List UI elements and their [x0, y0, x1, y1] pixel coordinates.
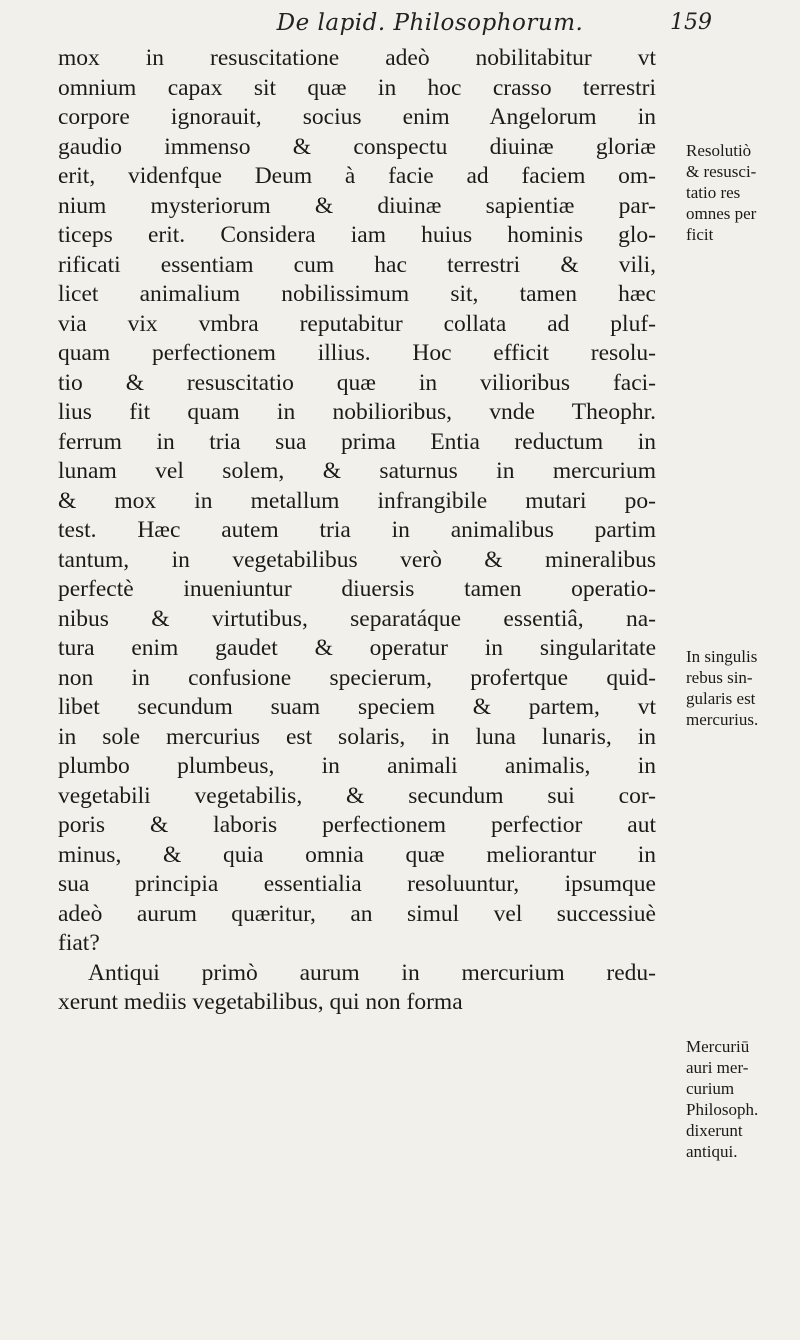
text-line: non in confusione specierum, profertque quid- [58, 664, 656, 691]
text-line: nibus & virtutibus, separatáque essentiâ, na- [58, 605, 656, 632]
margin-note-line: curium [686, 1079, 735, 1098]
text-line: in sole mercurius est solaris, in luna lunaris, in [58, 723, 656, 750]
text-line: Antiqui primò aurum in mercurium redu- [88, 959, 656, 986]
text-line: sua principia essentialia resoluuntur, ipsumque [58, 871, 656, 897]
text-line: mox in resuscitatione adeò nobilitabitur vt [58, 45, 656, 71]
text-line: vegetabili vegetabilis, & secundum sui cor- [58, 782, 656, 809]
text-line: poris & laboris perfectionem perfectior aut [58, 812, 656, 838]
margin-note-line: Philosoph. [686, 1100, 759, 1119]
text-line: gaudio immenso & conspectu diuinæ gloriæ [58, 133, 656, 160]
margin-note-line: rebus sin- [686, 668, 753, 687]
text-line: via vix vmbra reputabitur collata ad pluf- [58, 310, 656, 337]
page-number: 159 [670, 10, 712, 35]
text-line: xerunt mediis vegetabilibus, qui non forma [58, 989, 463, 1015]
margin-note-singularis [686, 646, 758, 730]
text-line: & mox in metallum infrangibile mutari po- [58, 487, 656, 514]
text-line: tantum, in vegetabilibus verò & mineralibus [58, 546, 656, 573]
margin-note-resolutio [686, 140, 756, 245]
text-line: test. Hæc autem tria in animalibus partim [58, 517, 656, 543]
margin-note-line: & resusci- [686, 162, 757, 181]
margin-note-mercurius [686, 1036, 758, 1162]
body-text [58, 44, 656, 1018]
margin-note-line: gularis est [686, 689, 756, 708]
running-title: De lapid. Philosophorum. [276, 10, 584, 36]
text-line: lius fit quam in nobilioribus, vnde Theophr. [58, 399, 656, 425]
text-line: licet animalium nobilissimum sit, tamen hæc [58, 281, 656, 307]
margin-note-line: In singulis [686, 647, 758, 666]
text-line: tura enim gaudet & operatur in singularitate [58, 635, 656, 661]
margin-note-line: omnes per [686, 204, 757, 223]
text-line: plumbo plumbeus, in animali animalis, in [58, 753, 656, 779]
text-line: tio & resuscitatio quæ in vilioribus faci- [58, 369, 656, 396]
text-line: ticeps erit. Considera iam huius hominis glo- [58, 222, 656, 248]
margin-note-line: mercurius. [686, 710, 759, 729]
text-line: rificati essentiam cum hac terrestri & vili, [58, 251, 656, 278]
text-line: omnium capax sit quæ in hoc crasso terrestri [58, 74, 656, 101]
text-line: fiat? [58, 930, 100, 956]
text-line: ferrum in tria sua prima Entia reductum in [58, 428, 656, 455]
margin-note-line: antiqui. [686, 1142, 738, 1161]
text-line: quam perfectionem illius. Hoc efficit resolu- [58, 340, 656, 366]
text-line: lunam vel solem, & saturnus in mercurium [58, 458, 656, 484]
margin-note-line: ficit [686, 225, 714, 244]
text-line: libet secundum suam speciem & partem, vt [58, 694, 656, 720]
margin-note-line: Resolutiò [686, 141, 752, 160]
text-line: adeò aurum quæritur, an simul vel successiuè [58, 900, 656, 927]
margin-note-line: auri mer- [686, 1058, 749, 1077]
margin-note-line: dixerunt [686, 1121, 743, 1140]
margin-note-line: Mercuriū [686, 1037, 750, 1056]
text-line: perfectè inueniuntur diuersis tamen operatio- [58, 576, 656, 602]
text-line: erit, videnfque Deum à facie ad faciem om- [58, 163, 656, 189]
text-line: corpore ignorauit, socius enim Angelorum in [58, 104, 656, 130]
text-line: minus, & quia omnia quæ meliorantur in [58, 841, 656, 868]
margin-note-line: tatio res [686, 183, 741, 202]
text-line: nium mysteriorum & diuinæ sapientiæ par- [58, 192, 656, 219]
